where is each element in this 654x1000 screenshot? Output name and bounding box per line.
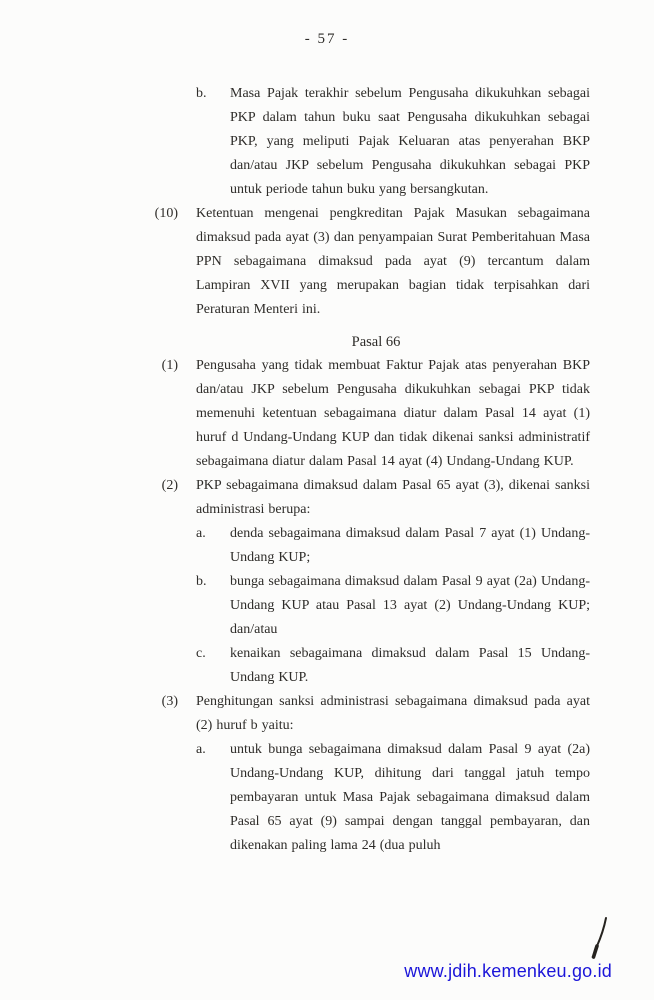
paragraph-text: untuk bunga sebagaimana dimaksud dalam Pasal 9 ayat (2a) Undang-Undang KUP, dihitung dari tanggal jatuh tempo pembayaran untuk Masa Pajak sebagaimana dimaksud dalam Pasal 65 ayat (9) sampai dengan tanggal pembayaran, dan dikenakan paling lama 24 (dua puluh	[230, 742, 590, 853]
list-marker: a.	[196, 526, 206, 541]
list-item	[0, 202, 654, 322]
paragraph-text: Pengusaha yang tidak membuat Faktur Pajak atas penyerahan BKP dan/atau JKP sebelum Pengusaha dikukuhkan sebagai PKP tidak memenuhi ketentuan sebagaimana diatur dalam Pasal 14 ayat (1) huruf d Undang-Undang KUP dan tidak dikenai sanksi administratif sebagaimana diatur dalam Pasal 14 ayat (4) Undang-Undang KUP.	[196, 358, 590, 469]
document-body	[0, 82, 654, 858]
list-item	[0, 570, 654, 642]
footer-url: www.jdih.kemenkeu.go.id	[404, 961, 612, 981]
list-item	[0, 354, 654, 474]
list-item	[0, 690, 654, 738]
paragraph-text: kenaikan sebagaimana dimaksud dalam Pasal 15 Undang-Undang KUP.	[230, 646, 590, 685]
list-marker: b.	[196, 574, 207, 589]
list-marker: (2)	[161, 478, 178, 493]
list-item	[0, 82, 654, 202]
list-item	[0, 474, 654, 522]
list-item	[0, 642, 654, 690]
paragraph-text: Masa Pajak terakhir sebelum Pengusaha dikukuhkan sebagai PKP dalam tahun buku saat Pengusaha dikukuhkan sebagai PKP, yang meliputi Pajak Keluaran atas penyerahan BKP dan/atau JKP sebelum Pengusaha dikukuhkan sebagai PKP untuk periode tahun buku yang bersangkutan.	[230, 86, 590, 197]
paragraph-text: bunga sebagaimana dimaksud dalam Pasal 9 ayat (2a) Undang-Undang KUP atau Pasal 13 ayat (2) Undang-Undang KUP; dan/atau	[230, 574, 590, 637]
list-marker: (10)	[154, 206, 178, 221]
list-item	[0, 522, 654, 570]
paraf-initial-mark	[589, 915, 611, 961]
list-marker: (3)	[161, 694, 178, 709]
list-marker: c.	[196, 646, 206, 661]
list-marker: b.	[196, 86, 207, 101]
paragraph-text: Ketentuan mengenai pengkreditan Pajak Masukan sebagaimana dimaksud pada ayat (3) dan penyampaian Surat Pemberitahuan Masa PPN sebagaimana dimaksud pada ayat (9) tercantum dalam Lampiran XVII yang merupakan bagian tidak terpisahkan dari Peraturan Menteri ini.	[196, 206, 590, 317]
list-marker: a.	[196, 742, 206, 757]
paragraph-text: denda sebagaimana dimaksud dalam Pasal 7 ayat (1) Undang-Undang KUP;	[230, 526, 590, 565]
article-heading: Pasal 66	[351, 334, 401, 350]
page-number: - 57 -	[304, 31, 350, 47]
paragraph-text: Penghitungan sanksi administrasi sebagaimana dimaksud pada ayat (2) huruf b yaitu:	[196, 694, 590, 733]
paragraph-text: PKP sebagaimana dimaksud dalam Pasal 65 ayat (3), dikenai sanksi administrasi berupa:	[196, 478, 590, 517]
list-item	[0, 738, 654, 858]
list-marker: (1)	[161, 358, 178, 373]
